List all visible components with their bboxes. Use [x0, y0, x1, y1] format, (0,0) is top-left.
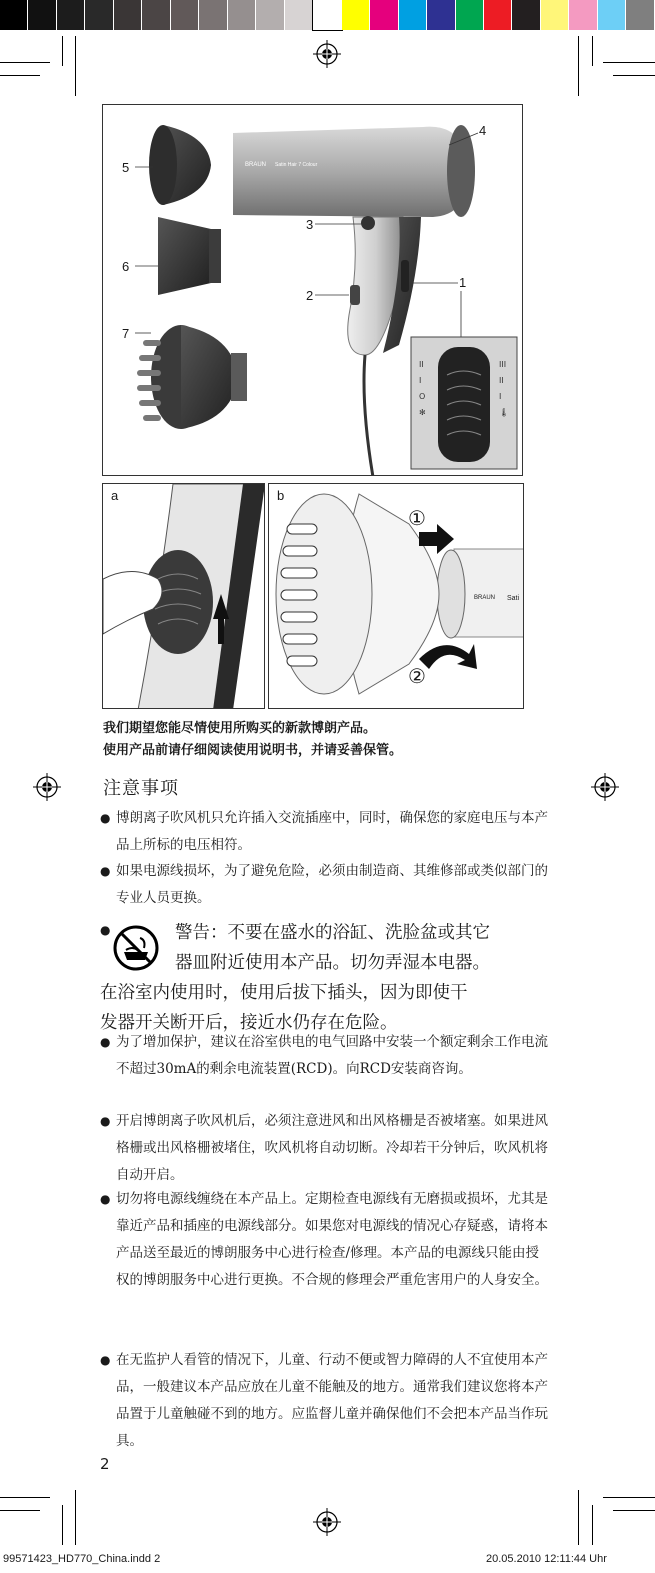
- page-title: 注意事项: [103, 778, 179, 799]
- callout-6: 6: [122, 259, 130, 274]
- callout-5: 5: [122, 160, 130, 175]
- crop-mark: [75, 36, 76, 96]
- callout-2: 2: [306, 288, 314, 303]
- switch-label: III: [499, 360, 507, 369]
- color-swatch: [142, 0, 170, 30]
- power-cord: [364, 355, 373, 476]
- color-swatch: [28, 0, 56, 30]
- callout-3: 3: [306, 217, 314, 232]
- switch-label: ✻: [419, 408, 426, 417]
- step-2-marker: ②: [408, 664, 426, 688]
- switch-detail-knob: [438, 347, 490, 462]
- crop-mark: [603, 1497, 655, 1498]
- color-swatch: [541, 0, 569, 30]
- bullet-dot: ●: [100, 1192, 111, 1206]
- footer-file-info: 99571423_HD770_China.indd 2: [3, 1553, 161, 1565]
- bullet-dot: ●: [100, 1353, 111, 1367]
- dryer-rear-grille: [447, 125, 475, 217]
- list-item: [100, 1186, 550, 1294]
- switch-label: I: [499, 392, 502, 401]
- callout-1: 1: [459, 275, 467, 290]
- registration-mark-icon: [591, 773, 619, 801]
- registration-mark-icon: [33, 773, 61, 801]
- crop-mark: [578, 36, 579, 96]
- crop-mark: [613, 1510, 655, 1511]
- hair-dryer-figure: [102, 104, 523, 476]
- switch-label: O: [419, 392, 426, 401]
- color-swatch: [569, 0, 597, 30]
- switch-label: II: [499, 376, 504, 385]
- warning-line: 器皿附近使用本产品。切勿弄湿本电器。: [175, 953, 490, 973]
- color-swatch: [57, 0, 85, 30]
- list-item-text: 如果电源线损坏，为了避免危险，必须由制造商、其维修部或类似部门的专业人员更换。: [116, 863, 548, 906]
- list-item: [100, 858, 550, 912]
- warning-line: 在浴室内使用时，使用后拔下插头，因为即使干: [100, 983, 468, 1003]
- registration-mark-icon: [313, 1508, 341, 1536]
- switch-left-labels: [419, 357, 426, 421]
- crop-mark: [0, 75, 40, 76]
- crop-mark: [0, 1497, 50, 1498]
- crop-mark: [592, 1505, 593, 1545]
- color-swatch: [456, 0, 484, 30]
- figure-a: [102, 483, 265, 709]
- warning-block: [100, 918, 550, 1038]
- bullet-dot: ●: [100, 811, 111, 825]
- switch-label: 🌡: [499, 408, 510, 417]
- crop-mark: [0, 62, 50, 63]
- list-item-text: 为了增加保护，建议在浴室供电的电气回路中安装一个额定剩余工作电流不超过30mA的剩余电流装置(RCD)。向RCD安装商咨询。: [116, 1034, 548, 1077]
- bullet-dot: ●: [100, 1114, 111, 1128]
- crop-mark: [603, 62, 655, 63]
- color-swatch: [342, 0, 370, 30]
- step-1-marker: ①: [408, 506, 426, 530]
- color-swatch: [370, 0, 398, 30]
- crop-mark: [75, 1490, 76, 1545]
- color-swatch: [313, 0, 341, 30]
- figure-a-label: a: [111, 488, 119, 503]
- figure-b-model-text: Sati: [507, 595, 520, 602]
- cool-shot-button: [361, 216, 375, 230]
- intro-line-2: 使用产品前请仔细阅读使用说明书，并请妥善保管。: [103, 743, 403, 758]
- color-swatch: [256, 0, 284, 30]
- crop-mark: [62, 36, 63, 66]
- bullet-dot: ●: [100, 1035, 111, 1049]
- list-item: [100, 1108, 550, 1189]
- bullet-dot: ●: [100, 923, 111, 937]
- switch-label: II: [419, 360, 424, 369]
- list-item: [100, 1029, 550, 1083]
- color-swatch: [427, 0, 455, 30]
- list-item: [100, 1347, 550, 1455]
- intro-line-1: 我们期望您能尽情使用所购买的新款博朗产品。: [103, 721, 377, 736]
- registration-mark-icon: [313, 40, 341, 68]
- switch-right-labels: [499, 357, 509, 421]
- dryer-model-text: Satin Hair 7 Colour: [275, 162, 318, 168]
- list-item-text: 切勿将电源线缠绕在本产品上。定期检查电源线有无磨损或损坏，尤其是靠近产品和插座的电源线部分。如果您对电源线的情况心存疑惑，请将本产品送至最近的博朗服务中心进行检查/修理。本产品的电源线只能由授权的博朗服务中心进行更换。不合规的修理会严重危害用户的人身安全。: [116, 1191, 548, 1288]
- crop-mark: [62, 1505, 63, 1545]
- color-swatch: [0, 0, 28, 30]
- color-swatch: [285, 0, 313, 30]
- color-swatch: [399, 0, 427, 30]
- crop-mark: [613, 75, 655, 76]
- crop-mark: [0, 1510, 40, 1511]
- list-item-text: 开启博朗离子吹风机后，必须注意进风和出风格栅是否被堵塞。如果进风格栅或出风格栅被堵住，吹风机将自动切断。冷却若干分钟后，吹风机将自动开启。: [116, 1113, 548, 1183]
- color-swatch: [114, 0, 142, 30]
- switch-label: I: [419, 376, 422, 385]
- warning-line: 警告：不要在盛水的浴缸、洗脸盆或其它: [175, 923, 490, 943]
- color-swatch: [171, 0, 199, 30]
- color-swatch: [512, 0, 540, 30]
- color-swatch: [85, 0, 113, 30]
- figure-b: [268, 483, 524, 709]
- color-swatch: [199, 0, 227, 30]
- speed-switch: [401, 260, 409, 292]
- list-item: [100, 805, 550, 859]
- warning-line: 发器开关断开后，接近水仍存在危险。: [100, 1013, 398, 1033]
- print-color-bar: [0, 0, 655, 32]
- list-item-text: 博朗离子吹风机只允许插入交流插座中，同时，确保您的家庭电压与本产品上所标的电压相符。: [116, 810, 548, 853]
- page-number: 2: [100, 1455, 110, 1473]
- list-item-text: 在无监护人看管的情况下，儿童、行动不便或智力障碍的人不宜使用本产品，一般建议本产品应放在儿童不能触及的地方。通常我们建议您将本产品置于儿童触碰不到的地方。应监督儿童并确保他们不会把本产品当作玩具。: [116, 1352, 548, 1449]
- rotate-arrow-icon: [419, 644, 477, 669]
- dryer-body: [233, 127, 468, 217]
- dryer-brand-text: BRAUN: [245, 162, 267, 168]
- figure-b-brand-text: BRAUN: [474, 595, 496, 601]
- color-swatch: [626, 0, 654, 30]
- footer-timestamp: 20.05.2010 12:11:44 Uhr: [486, 1553, 607, 1565]
- crop-mark: [578, 1490, 579, 1545]
- styling-nozzle-attachment: [158, 217, 211, 295]
- bullet-dot: ●: [100, 864, 111, 878]
- ion-switch: [350, 285, 360, 305]
- figure-b-label: b: [277, 488, 285, 503]
- color-swatch: [228, 0, 256, 30]
- callout-4: 4: [479, 123, 487, 138]
- callout-7: 7: [122, 326, 130, 341]
- crop-mark: [592, 36, 593, 66]
- color-swatch: [598, 0, 626, 30]
- color-swatch: [484, 0, 512, 30]
